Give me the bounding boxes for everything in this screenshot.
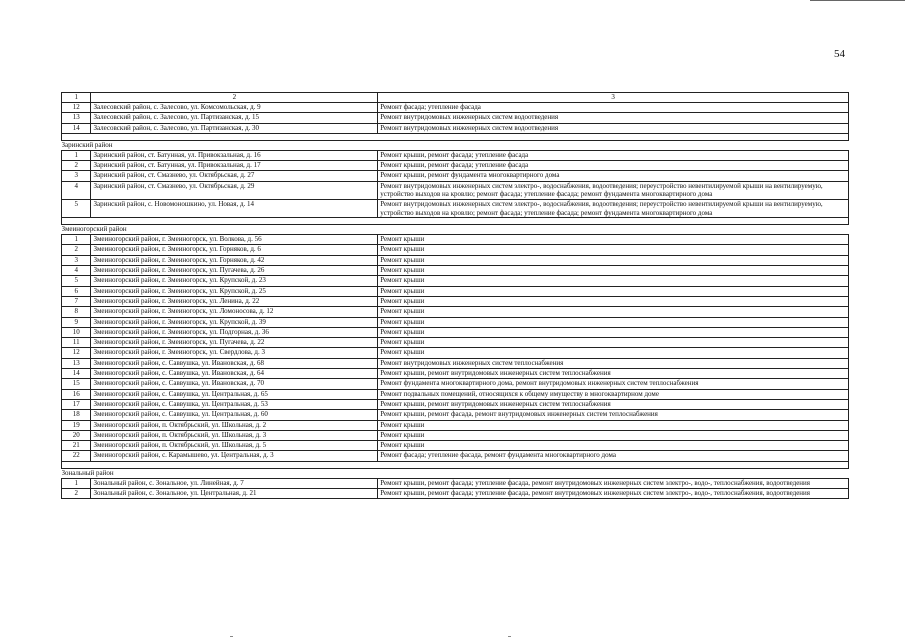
row-number: 2 xyxy=(62,161,91,171)
works-cell: Ремонт крыши xyxy=(378,307,849,317)
address-cell: Змеиногорский район, п. Октябрьский, ул. Школьная, д. 3 xyxy=(91,430,378,440)
table-row xyxy=(62,103,849,113)
table-row xyxy=(62,245,849,255)
address-cell: Змеиногорский район, с. Саввушка, ул. Центральная, д. 60 xyxy=(91,410,378,420)
table-row xyxy=(62,327,849,337)
works-cell: Ремонт крыши, ремонт фасада; утепление фасада xyxy=(378,161,849,171)
row-number: 18 xyxy=(62,410,91,420)
table-row xyxy=(62,430,849,440)
works-cell: Ремонт крыши xyxy=(378,441,849,451)
works-cell: Ремонт фасада; утепление фасада xyxy=(378,103,849,113)
address-cell: Залесовский район, с. Залесово, ул. Партизанская, д. 30 xyxy=(91,123,378,133)
address-cell: Змеиногорский район, г. Змеиногорск, ул. Пугачева, д. 22 xyxy=(91,338,378,348)
works-cell: Ремонт фасада; утепление фасада, ремонт фундамента многоквартирного дома xyxy=(378,451,849,461)
table-row xyxy=(62,181,849,199)
works-cell: Ремонт крыши, ремонт фасада; утепление фасада, ремонт внутридомовых инженерных систем электро-, водо-, теплоснабжения, водоотведения xyxy=(378,488,849,498)
works-cell: Ремонт крыши xyxy=(378,286,849,296)
row-number: 14 xyxy=(62,369,91,379)
row-number: 9 xyxy=(62,317,91,327)
table-row xyxy=(62,235,849,245)
scan-mark xyxy=(230,636,233,637)
table-row xyxy=(62,317,849,327)
address-cell: Зональный район, с. Зональное, ул. Линейная, д. 7 xyxy=(91,478,378,488)
row-number: 20 xyxy=(62,430,91,440)
table-row xyxy=(62,113,849,123)
table-row xyxy=(62,276,849,286)
address-cell: Змеиногорский район, с. Саввушка, ул. Ивановская, д. 70 xyxy=(91,379,378,389)
row-number: 19 xyxy=(62,420,91,430)
table-row xyxy=(62,451,849,461)
table-row xyxy=(62,266,849,276)
row-number: 14 xyxy=(62,123,91,133)
spacer-row xyxy=(62,461,849,468)
row-number: 5 xyxy=(62,199,91,217)
address-cell: Заринский район, с. Новомоношкино, ул. Новая, д. 14 xyxy=(91,199,378,217)
table-row xyxy=(62,410,849,420)
row-number: 4 xyxy=(62,266,91,276)
row-number: 3 xyxy=(62,255,91,265)
row-number: 2 xyxy=(62,488,91,498)
row-number: 7 xyxy=(62,296,91,306)
address-cell: Змеиногорский район, г. Змеиногорск, ул. Горняков, д. 6 xyxy=(91,245,378,255)
works-cell: Ремонт крыши xyxy=(378,296,849,306)
address-cell: Заринский район, ст. Смазнево, ул. Октябрьская, д. 27 xyxy=(91,171,378,181)
address-cell: Заринский район, ст. Смазнево, ул. Октябрьская, д. 29 xyxy=(91,181,378,199)
works-cell: Ремонт внутридомовых инженерных систем водоотведения xyxy=(378,123,849,133)
works-cell: Ремонт крыши xyxy=(378,420,849,430)
row-number: 17 xyxy=(62,399,91,409)
address-cell: Змеиногорский район, г. Змеиногорск, ул. Подгорная, д. 36 xyxy=(91,327,378,337)
works-cell: Ремонт крыши, ремонт внутридомовых инженерных систем теплоснабжения xyxy=(378,399,849,409)
table-row xyxy=(62,150,849,160)
table-header-row xyxy=(62,93,849,103)
address-cell: Зональный район, с. Зональное, ул. Центральная, д. 21 xyxy=(91,488,378,498)
row-number: 16 xyxy=(62,389,91,399)
address-cell: Змеиногорский район, с. Саввушка, ул. Центральная, д. 53 xyxy=(91,399,378,409)
row-number: 1 xyxy=(62,235,91,245)
district-title: Змеиногорский район xyxy=(62,225,849,235)
table-row xyxy=(62,420,849,430)
address-cell: Змеиногорский район, г. Змеиногорск, ул. Свердлова, д. 3 xyxy=(91,348,378,358)
scan-mark xyxy=(508,636,511,637)
table-row xyxy=(62,369,849,379)
works-cell: Ремонт крыши xyxy=(378,266,849,276)
works-cell: Ремонт крыши, ремонт фасада; утепление фасада, ремонт внутридомовых инженерных систем электро-, водо-, теплоснабжения, водоотведения xyxy=(378,478,849,488)
page-number: 54 xyxy=(834,48,845,60)
works-cell: Ремонт внутридомовых инженерных систем водоотведения xyxy=(378,113,849,123)
table-row xyxy=(62,199,849,217)
address-cell: Змеиногорский район, с. Саввушка, ул. Ивановская, д. 68 xyxy=(91,358,378,368)
row-number: 10 xyxy=(62,327,91,337)
spacer-cell xyxy=(62,218,849,225)
works-cell: Ремонт крыши xyxy=(378,348,849,358)
row-number: 2 xyxy=(62,245,91,255)
works-cell: Ремонт подвальных помещений, относящихся к общему имуществу в многоквартирном доме xyxy=(378,389,849,399)
address-cell: Змеиногорский район, г. Змеиногорск, ул. Пугачева, д. 26 xyxy=(91,266,378,276)
works-cell: Ремонт крыши, ремонт фундамента многоквартирного дома xyxy=(378,171,849,181)
district-row xyxy=(62,140,849,150)
table-row xyxy=(62,307,849,317)
row-number: 12 xyxy=(62,103,91,113)
table-row xyxy=(62,488,849,498)
table-row xyxy=(62,441,849,451)
works-cell: Ремонт крыши xyxy=(378,317,849,327)
works-cell: Ремонт крыши, ремонт фасада; утепление фасада xyxy=(378,150,849,160)
works-cell: Ремонт крыши xyxy=(378,276,849,286)
address-cell: Змеиногорский район, г. Змеиногорск, ул. Ломоносова, д. 12 xyxy=(91,307,378,317)
header-col-2: 2 xyxy=(91,93,378,103)
row-number: 12 xyxy=(62,348,91,358)
row-number: 15 xyxy=(62,379,91,389)
works-cell: Ремонт крыши xyxy=(378,255,849,265)
table-row xyxy=(62,348,849,358)
row-number: 6 xyxy=(62,286,91,296)
spacer-row xyxy=(62,218,849,225)
document-sheet xyxy=(61,92,849,499)
address-cell: Заринский район, ст. Батунная, ул. Привокзальная, д. 17 xyxy=(91,161,378,171)
table-row xyxy=(62,255,849,265)
table-row xyxy=(62,123,849,133)
row-number: 8 xyxy=(62,307,91,317)
address-cell: Змеиногорский район, п. Октябрьский, ул. Школьная, д. 5 xyxy=(91,441,378,451)
works-cell: Ремонт внутридомовых инженерных систем электро-, водоснабжения, водоотведения; переустройство невентилируемой крыши на вентилируемую, устройство выходов на кровлю; ремонт фасада; утепление фасада; ремонт фундамента многоквартирного дома xyxy=(378,181,849,199)
row-number: 1 xyxy=(62,150,91,160)
address-cell: Змеиногорский район, г. Змеиногорск, ул. Крупской, д. 23 xyxy=(91,276,378,286)
row-number: 21 xyxy=(62,441,91,451)
district-title: Заринский район xyxy=(62,140,849,150)
address-cell: Змеиногорский район, с. Саввушка, ул. Центральная, д. 65 xyxy=(91,389,378,399)
table-row xyxy=(62,338,849,348)
table-row xyxy=(62,286,849,296)
table-row xyxy=(62,171,849,181)
address-cell: Змеиногорский район, г. Змеиногорск, ул. Крупской, д. 39 xyxy=(91,317,378,327)
address-cell: Змеиногорский район, г. Змеиногорск, ул. Горняков, д. 42 xyxy=(91,255,378,265)
address-cell: Змеиногорский район, с. Карамышево, ул. Центральная, д. 3 xyxy=(91,451,378,461)
table-row xyxy=(62,478,849,488)
works-cell: Ремонт внутридомовых инженерных систем теплоснабжения xyxy=(378,358,849,368)
header-col-3: 3 xyxy=(378,93,849,103)
address-cell: Змеиногорский район, г. Змеиногорск, ул. Волкова, д. 56 xyxy=(91,235,378,245)
header-col-1: 1 xyxy=(62,93,91,103)
spacer-row xyxy=(62,133,849,140)
table-row xyxy=(62,379,849,389)
table-row xyxy=(62,358,849,368)
spacer-cell xyxy=(62,133,849,140)
address-cell: Змеиногорский район, п. Октябрьский, ул. Школьная, д. 2 xyxy=(91,420,378,430)
works-cell: Ремонт крыши xyxy=(378,430,849,440)
address-cell: Змеиногорский район, с. Саввушка, ул. Ивановская, д. 64 xyxy=(91,369,378,379)
works-cell: Ремонт крыши xyxy=(378,235,849,245)
row-number: 13 xyxy=(62,113,91,123)
row-number: 22 xyxy=(62,451,91,461)
row-number: 13 xyxy=(62,358,91,368)
address-cell: Залесовский район, с. Залесово, ул. Комсомольская, д. 9 xyxy=(91,103,378,113)
address-cell: Змеиногорский район, г. Змеиногорск, ул. Крупской, д. 25 xyxy=(91,286,378,296)
table-row xyxy=(62,296,849,306)
row-number: 3 xyxy=(62,171,91,181)
works-cell: Ремонт крыши, ремонт внутридомовых инженерных систем теплоснабжения xyxy=(378,369,849,379)
spacer-cell xyxy=(62,461,849,468)
works-cell: Ремонт фундамента многоквартирного дома, ремонт внутридомовых инженерных систем теплоснабжения xyxy=(378,379,849,389)
row-number: 11 xyxy=(62,338,91,348)
works-cell: Ремонт крыши xyxy=(378,338,849,348)
address-cell: Заринский район, ст. Батунная, ул. Привокзальная, д. 16 xyxy=(91,150,378,160)
works-cell: Ремонт внутридомовых инженерных систем электро-, водоснабжения, водоотведения; переустройство невентилируемой крыши на вентилируемую, устройство выходов на кровлю; ремонт фасада; утепление фасада; ремонт фундамента многоквартирного дома xyxy=(378,199,849,217)
district-row xyxy=(62,468,849,478)
row-number: 1 xyxy=(62,478,91,488)
address-cell: Залесовский район, с. Залесово, ул. Партизанская, д. 15 xyxy=(91,113,378,123)
table-row xyxy=(62,161,849,171)
table-row xyxy=(62,399,849,409)
repair-program-table xyxy=(61,92,849,499)
address-cell: Змеиногорский район, г. Змеиногорск, ул. Ленина, д. 22 xyxy=(91,296,378,306)
table-row xyxy=(62,389,849,399)
table-body xyxy=(62,93,849,499)
scan-edge-line xyxy=(810,0,905,1)
district-row xyxy=(62,225,849,235)
row-number: 4 xyxy=(62,181,91,199)
works-cell: Ремонт крыши, ремонт фасада, ремонт внутридомовых инженерных систем теплоснабжения xyxy=(378,410,849,420)
works-cell: Ремонт крыши xyxy=(378,327,849,337)
works-cell: Ремонт крыши xyxy=(378,245,849,255)
district-title: Зональный район xyxy=(62,468,849,478)
row-number: 5 xyxy=(62,276,91,286)
